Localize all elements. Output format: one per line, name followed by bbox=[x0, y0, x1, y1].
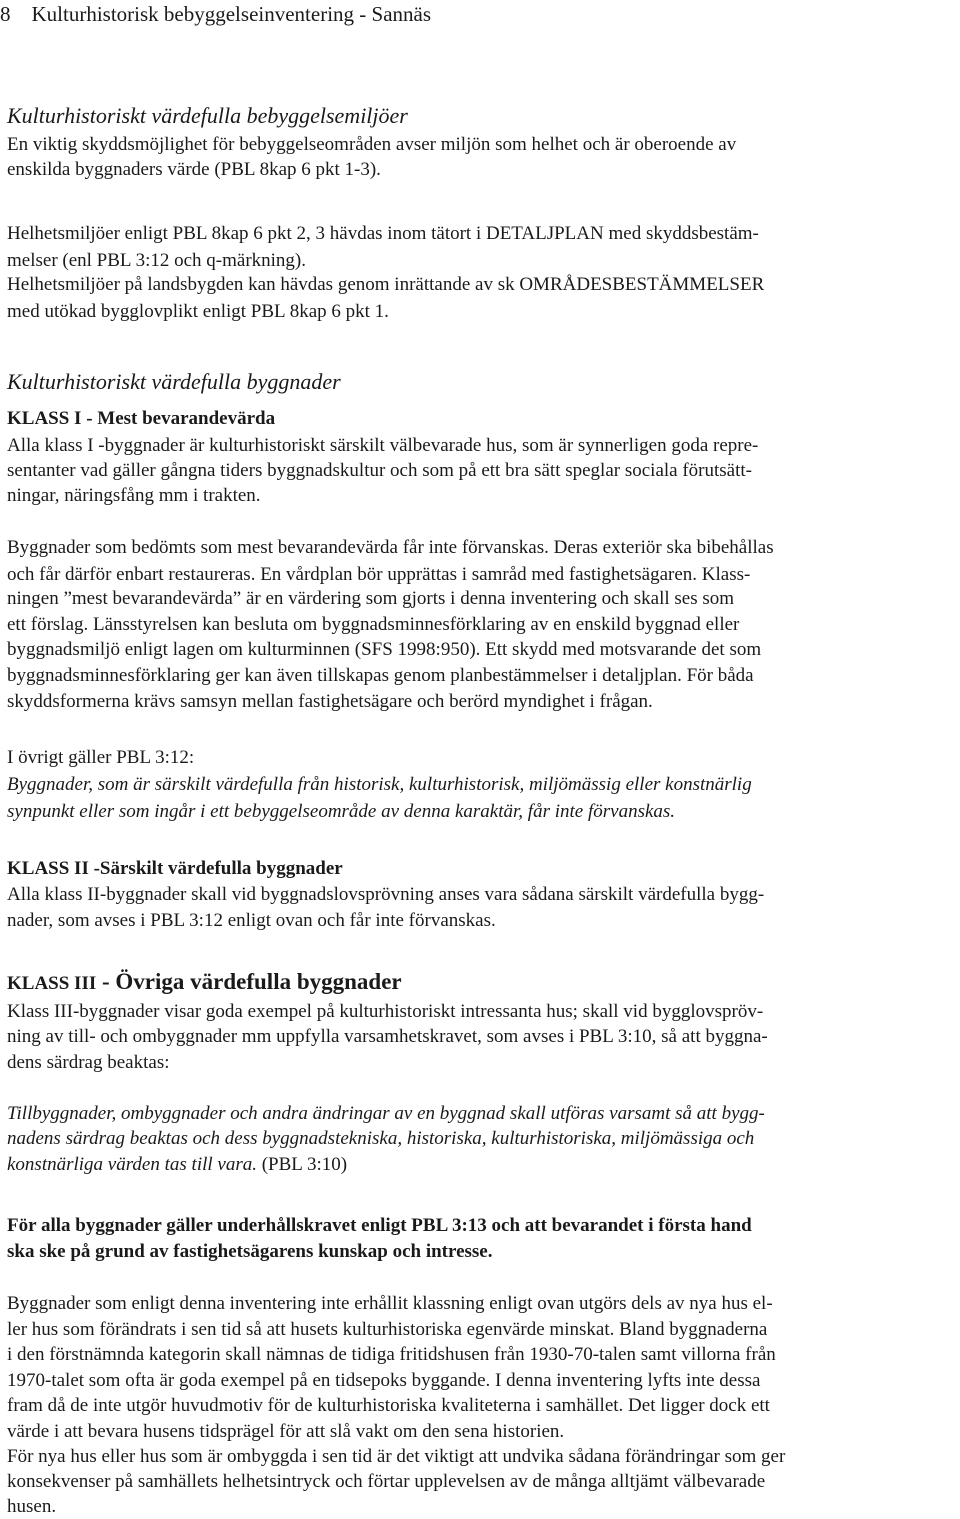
paragraph-line: ning av till- och ombyggnader mm uppfylla varsamhetskravet, som avses i PBL 3:10, så att byggna- bbox=[7, 1026, 768, 1047]
paragraph-line: En viktig skyddsmöjlighet för bebyggelseområden avser miljön som helhet och är oberoende av bbox=[7, 134, 737, 155]
bold-note-line: ska ske på grund av fastighetsägarens kunskap och intresse. bbox=[7, 1241, 493, 1262]
paragraph-line: I övrigt gäller PBL 3:12: bbox=[7, 747, 195, 768]
quote-line bbox=[7, 1153, 347, 1177]
paragraph-line: Byggnader som bedömts som mest bevarandevärda får inte förvanskas. Deras exteriör ska bibehållas bbox=[7, 537, 774, 558]
paragraph-line: Helhetsmiljöer enligt PBL 8kap 6 pkt 2, 3 hävdas inom tätort i DETALJPLAN med skyddsbestäm- bbox=[7, 223, 759, 244]
class-1-title: KLASS I - Mest bevarandevärda bbox=[7, 408, 276, 429]
class-3-title-label: KLASS III bbox=[7, 973, 97, 994]
section-heading-buildings: Kulturhistoriskt värdefulla byggnader bbox=[7, 369, 341, 394]
paragraph-line: Helhetsmiljöer på landsbygden kan hävdas genom inrättande av sk OMRÅDESBESTÄMMELSER bbox=[7, 274, 765, 295]
paragraph-line: och får därför enbart restaureras. En vårdplan bör upprättas i samråd med fastighetsägaren. Klass- bbox=[7, 564, 751, 585]
paragraph-line: Byggnader som enligt denna inventering inte erhållit klassning enligt ovan utgörs dels av nya hus el- bbox=[7, 1293, 773, 1314]
paragraph-line: i den förstnämnda kategorin skall nämnas de tidiga fritidshusen från 1930-70-talen samt villorna från bbox=[7, 1344, 776, 1365]
paragraph-line: husen. bbox=[7, 1496, 57, 1517]
paragraph-line: För nya hus eller hus som är ombyggda i sen tid är det viktigt att undvika sådana förändringar som ger bbox=[7, 1446, 786, 1467]
paragraph-line: Alla klass II-byggnader skall vid byggnadslovsprövning anses vara sådana särskilt värdefulla bygg- bbox=[7, 884, 765, 905]
paragraph-line: ett förslag. Länsstyrelsen kan besluta om byggnadsminnesförklaring av en enskild byggnad eller bbox=[7, 614, 740, 635]
quote-line: Tillbyggnader, ombyggnader och andra ändringar av en byggnad skall utföras varsamt så att bygg- bbox=[7, 1103, 765, 1124]
paragraph-line: byggnadsmiljö enligt lagen om kulturminnen (SFS 1998:950). Ett skydd med motsvarande det som bbox=[7, 639, 762, 660]
paragraph-line: skyddsformerna krävs samsyn mellan fastighetsägare och berörd myndighet i frågan. bbox=[7, 691, 653, 712]
quote-line: nadens särdrag beaktas och dess byggnadstekniska, historiska, kulturhistoriska, miljömässiga och bbox=[7, 1128, 755, 1149]
page-number: 8 bbox=[0, 2, 11, 26]
paragraph-line: fram då de inte utgör huvudmotiv för de kulturhistoriska kvaliteterna i samhället. Det ligger dock ett bbox=[7, 1395, 770, 1416]
quote-line: Byggnader, som är särskilt värdefulla från historisk, kulturhistorisk, miljömässig eller konstnärlig bbox=[7, 774, 752, 795]
quote-line: synpunkt eller som ingår i ett bebyggelseområde av denna karaktär, får inte förvanskas. bbox=[7, 801, 676, 822]
law-reference: (PBL 3:10) bbox=[256, 1154, 348, 1175]
paragraph-line: nader, som avses i PBL 3:12 enligt ovan och får inte förvanskas. bbox=[7, 910, 496, 931]
bold-note-line: För alla byggnader gäller underhållskravet enligt PBL 3:13 och att bevarandet i första hand bbox=[7, 1215, 752, 1236]
section-heading-environments: Kulturhistoriskt värdefulla bebyggelsemiljöer bbox=[7, 103, 408, 128]
paragraph-line: byggnadsminnesförklaring ger kan även tillskapas genom planbestämmelser i detaljplan. För båda bbox=[7, 665, 754, 686]
paragraph-line: ler hus som förändrats i sen tid så att husets kulturhistoriska egenvärde minskat. Bland byggnaderna bbox=[7, 1319, 768, 1340]
document-title: Kulturhistorisk bebyggelseinventering - Sannäs bbox=[31, 2, 432, 26]
paragraph-line: ningen ”mest bevarandevärda” är en värdering som gjorts i denna inventering och skall ses som bbox=[7, 588, 735, 609]
class-2-title: KLASS II -Särskilt värdefulla byggnader bbox=[7, 858, 343, 879]
paragraph-line: med utökad bygglovplikt enligt PBL 8kap 6 pkt 1. bbox=[7, 301, 389, 322]
paragraph-line: dens särdrag beaktas: bbox=[7, 1052, 170, 1073]
paragraph-line: 1970-talet som ofta är goda exempel på en tidsepoks byggande. I denna inventering lyfts inte dessa bbox=[7, 1370, 761, 1391]
paragraph-line: sentanter vad gäller gångna tiders byggnadskultur och som på ett bra sätt speglar sociala förutsätt- bbox=[7, 460, 752, 481]
class-3-title-text: - Övriga värdefulla byggnader bbox=[96, 969, 402, 994]
paragraph-line: melser (enl PBL 3:12 och q-märkning). bbox=[7, 250, 307, 271]
paragraph-line: Klass III-byggnader visar goda exempel på kulturhistoriskt intressanta hus; skall vid bygglovspröv- bbox=[7, 1001, 764, 1022]
class-3-title bbox=[7, 970, 402, 996]
paragraph-line: konsekvenser på samhällets helhetsintryck och förtar upplevelsen av de många alltjämt välbevarade bbox=[7, 1471, 766, 1492]
paragraph-line: enskilda byggnaders värde (PBL 8kap 6 pkt 1-3). bbox=[7, 159, 381, 180]
paragraph-line: värde i att bevara husens tidsprägel för att slå vakt om den sena historien. bbox=[7, 1421, 565, 1442]
running-header bbox=[0, 2, 431, 26]
paragraph-line: Alla klass I -byggnader är kulturhistoriskt särskilt välbevarade hus, som är synnerligen goda repre- bbox=[7, 435, 759, 456]
paragraph-line: ningar, näringsfång mm i trakten. bbox=[7, 485, 261, 506]
quote-text: konstnärliga värden tas till vara. bbox=[7, 1154, 257, 1175]
